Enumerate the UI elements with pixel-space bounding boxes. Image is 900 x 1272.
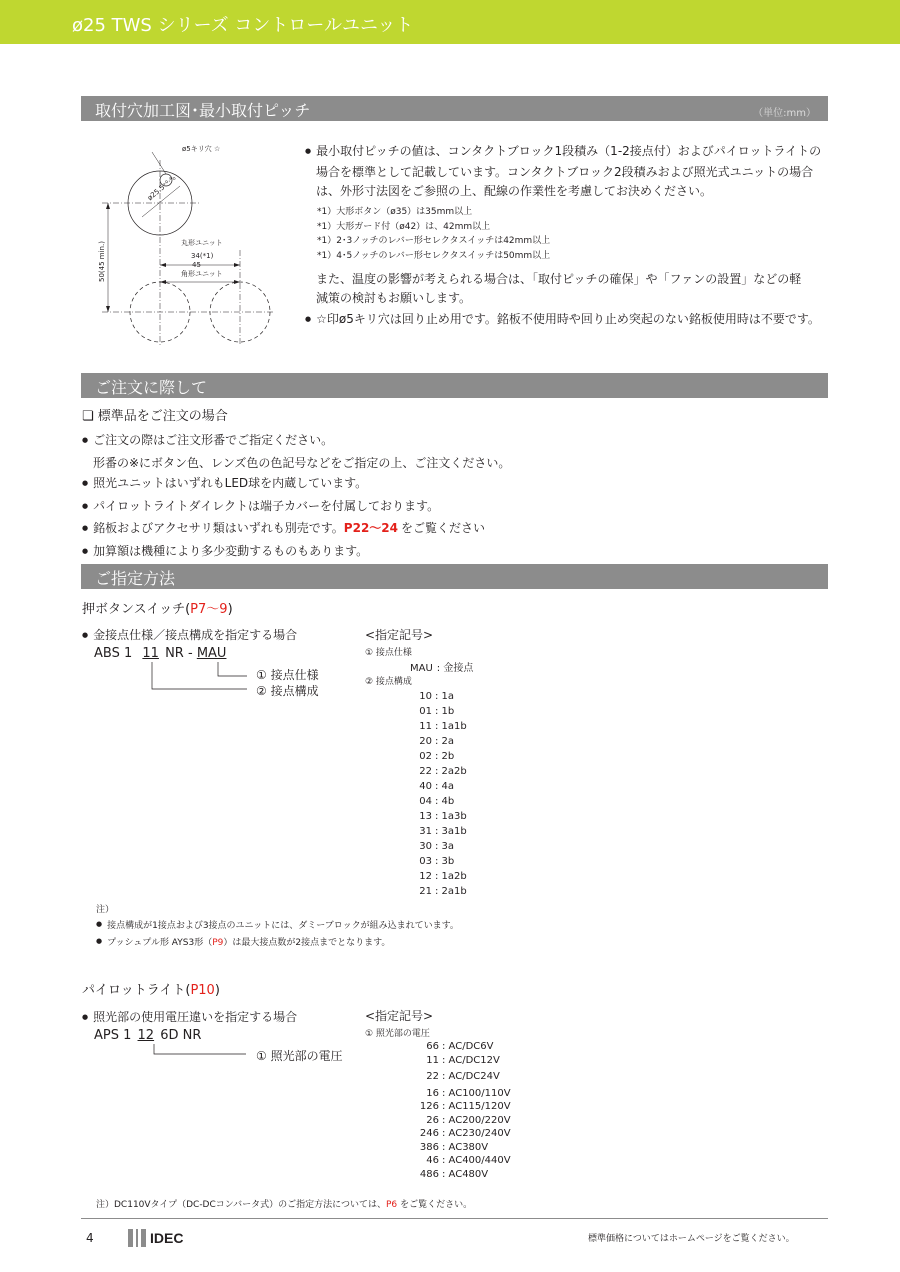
code-row bbox=[385, 1127, 511, 1141]
code-row bbox=[383, 749, 467, 764]
code-value: 126 bbox=[419, 1101, 439, 1112]
code-value: 46 bbox=[426, 1155, 439, 1166]
round-unit-label: 丸形ユニット bbox=[181, 239, 223, 247]
code-value: 03 bbox=[419, 856, 432, 867]
vertical-dim-label: 50(45 min.) bbox=[98, 241, 106, 282]
pitch-notes bbox=[317, 205, 550, 263]
code-meaning: : AC/DC24V bbox=[442, 1071, 500, 1082]
pilotlight-code-title: <指定記号> bbox=[365, 1009, 434, 1023]
code-meaning: : AC400/440V bbox=[442, 1155, 511, 1166]
code-value: 16 bbox=[426, 1087, 439, 1099]
pilotlight-model: APS 1 12 6D NR bbox=[94, 1028, 202, 1043]
price-note: 標準価格についてはホームページをご覧ください。 bbox=[588, 1234, 795, 1244]
pitch-line-2: 場合を標準として記載しています。コンタクトブロック2段積みおよび照光式ユニットの場合 bbox=[316, 165, 814, 179]
code-value: 21 bbox=[419, 886, 432, 897]
code-meaning: : 2b bbox=[435, 751, 455, 762]
code-row bbox=[383, 689, 467, 704]
code-value: 386 bbox=[419, 1141, 439, 1153]
voltage-codes bbox=[385, 1040, 511, 1181]
code-meaning: : AC115/120V bbox=[442, 1101, 511, 1112]
mau-row: MAU : 金接点 bbox=[410, 663, 474, 674]
code-row bbox=[383, 764, 467, 779]
page-number: 4 bbox=[86, 1231, 94, 1245]
code-meaning: : 2a2b bbox=[435, 766, 467, 777]
code-row bbox=[383, 734, 467, 749]
pushbutton-page-ref[interactable]: P7〜9 bbox=[190, 602, 228, 617]
pitch-line-3: は、外形寸法図をご参照の上、配線の作業性を考慮してお決めください。 bbox=[316, 184, 713, 198]
code-row bbox=[385, 1168, 511, 1182]
footer-rule bbox=[81, 1218, 828, 1219]
code-meaning: : AC/DC6V bbox=[442, 1041, 494, 1052]
code-value: 30 bbox=[419, 841, 432, 852]
standard-order-heading: ❏ 標準品をご注文の場合 bbox=[82, 409, 228, 424]
code-value: 22 bbox=[426, 1071, 439, 1082]
code-value: 12 bbox=[419, 871, 432, 882]
section-ordering-title: ご注文に際して bbox=[95, 378, 208, 397]
pushbutton-model: ABS 1 11 NR - MAU bbox=[94, 646, 227, 661]
temp-line-1: また、温度の影響が考えられる場合は、「取付ピッチの確保」や「ファンの設置」などの軽 bbox=[316, 272, 802, 286]
code-value: 11 bbox=[426, 1054, 439, 1066]
code-meaning: : AC480V bbox=[442, 1168, 489, 1180]
code-row bbox=[383, 779, 467, 794]
code-value: 486 bbox=[419, 1168, 439, 1180]
pushbutton-callout-lines bbox=[140, 662, 260, 694]
code-value: 13 bbox=[419, 811, 432, 822]
pitch-note: *1）大形ボタン（ø35）は35mm以上 bbox=[317, 207, 473, 217]
unit-label: （単位:mm） bbox=[753, 108, 816, 119]
idec-logo: IDEC bbox=[128, 1229, 190, 1247]
code-value: 246 bbox=[419, 1128, 439, 1139]
code-value: 40 bbox=[419, 781, 432, 792]
code-meaning: : 1a1b bbox=[435, 721, 467, 732]
code-row bbox=[383, 719, 467, 734]
code-meaning: : AC100/110V bbox=[442, 1087, 511, 1099]
pushbutton-case: ● 金接点仕様／接点構成を指定する場合 bbox=[82, 626, 297, 643]
pushpull-page-ref[interactable]: P9 bbox=[212, 938, 224, 948]
code-row bbox=[383, 794, 467, 809]
code-row bbox=[385, 1141, 511, 1155]
section-specifying bbox=[81, 564, 828, 589]
contact-spec-callout: ① 接点仕様 bbox=[256, 668, 319, 682]
section-specifying-title: ご指定方法 bbox=[95, 569, 176, 588]
ordering-list bbox=[82, 430, 510, 564]
code-meaning: : AC230/240V bbox=[442, 1128, 511, 1139]
code-value: 66 bbox=[426, 1041, 439, 1052]
pilotlight-page-ref[interactable]: P10 bbox=[190, 983, 215, 998]
order-item: ● 照光ユニットはいずれもLED球を内蔵しています。 bbox=[82, 473, 510, 496]
code-meaning: : 3a bbox=[435, 841, 455, 852]
order-item: ● 加算額は機種により多少変動するものもあります。 bbox=[82, 541, 510, 564]
code-value: 31 bbox=[419, 826, 432, 837]
contact-config-codes bbox=[383, 689, 467, 899]
code-row bbox=[385, 1070, 511, 1084]
square-unit-label: 角形ユニット bbox=[181, 270, 223, 278]
code-meaning: : 1b bbox=[435, 706, 455, 717]
contact-config-callout: ② 接点構成 bbox=[256, 684, 319, 698]
code-meaning: : 1a3b bbox=[435, 811, 467, 822]
code-value: 11 bbox=[419, 721, 432, 732]
code-value: 04 bbox=[419, 796, 432, 807]
pushbutton-code-title: <指定記号> bbox=[365, 628, 434, 642]
order-item: ● ご注文の際はご注文形番でご指定ください。 bbox=[82, 430, 510, 453]
code-row bbox=[383, 809, 467, 824]
pushbutton-note-heading: 注） bbox=[96, 905, 115, 915]
pitch-note: *1）大形ガード付（ø42）は、42mm以上 bbox=[317, 221, 491, 232]
code-row bbox=[383, 869, 467, 884]
pitch-line-1: ● 最小取付ピッチの値は、コンタクトブロック1段積み（1-2接点付）およびパイロットライトの bbox=[305, 142, 821, 163]
voltage-callout: ① 照光部の電圧 bbox=[256, 1049, 343, 1063]
code-meaning: : 2a1b bbox=[435, 886, 467, 897]
code-meaning: : 1a bbox=[435, 691, 455, 702]
section-mounting bbox=[81, 96, 828, 121]
order-item: ● 銘板およびアクセサリ類はいずれも別売です。P22〜24 をご覧ください bbox=[82, 518, 510, 541]
code-row bbox=[383, 824, 467, 839]
code-row bbox=[385, 1114, 511, 1128]
order-item: ● パイロットライトダイレクトは端子カバーを付属しております。 bbox=[82, 496, 510, 519]
code-row bbox=[383, 839, 467, 854]
code-meaning: : AC200/220V bbox=[442, 1114, 511, 1126]
code-row bbox=[383, 884, 467, 899]
temp-line-2: 減策の検討もお願いします。 bbox=[316, 291, 472, 305]
code-meaning: : AC380V bbox=[442, 1141, 489, 1153]
pushbutton-heading: 押ボタンスイッチ(P7〜9) bbox=[82, 602, 233, 617]
section-ordering bbox=[81, 373, 828, 398]
pilotlight-case: ● 照光部の使用電圧違いを指定する場合 bbox=[82, 1008, 297, 1025]
order-item: 形番の※にボタン色、レンズ色の色記号などをご指定の上、ご注文ください。 bbox=[93, 455, 511, 470]
pilotlight-note: 注）DC110Vタイプ（DC-DCコンバータ式）のご指定方法については、P6 をご覧ください。 bbox=[96, 1200, 473, 1210]
section-mounting-title: 取付穴加工図･最小取付ピッチ bbox=[95, 101, 311, 120]
code-value: 01 bbox=[419, 706, 432, 717]
pitch-34-label: 34(*1) bbox=[191, 252, 214, 260]
code-value: 20 bbox=[419, 736, 432, 747]
pilotlight-callout-line bbox=[148, 1044, 248, 1058]
code-row bbox=[385, 1154, 511, 1168]
hole-label: ø5キリ穴 ☆ bbox=[182, 145, 221, 153]
contact-spec-header: ① 接点仕様 bbox=[365, 648, 412, 658]
top-banner bbox=[0, 0, 900, 44]
voltage-header: ① 照光部の電圧 bbox=[365, 1029, 430, 1039]
pushbutton-note-1: ● 接点構成が1接点および3接点のユニットには、ダミーブロックが組み込まれています。 bbox=[96, 918, 459, 931]
pitch-45-label: 45 bbox=[192, 261, 201, 269]
code-value: 22 bbox=[419, 766, 432, 777]
diameter-label: ø25.5⁺⁰·⁴₀ bbox=[146, 174, 178, 203]
pitch-note: *1）4･5ノッチのレバー形セレクタスイッチは50mm以上 bbox=[317, 250, 551, 261]
dc-converter-page-ref[interactable]: P6 bbox=[385, 1200, 398, 1210]
code-row bbox=[385, 1087, 511, 1101]
temperature-paragraph bbox=[316, 270, 801, 308]
code-meaning: : AC/DC12V bbox=[442, 1054, 500, 1066]
code-row bbox=[385, 1054, 511, 1068]
pilotlight-heading: パイロットライト(P10) bbox=[82, 983, 220, 998]
code-row bbox=[383, 704, 467, 719]
pushbutton-note-2: ● プッシュプル形 AYS3形（P9）は最大接点数が2接点までとなります。 bbox=[96, 935, 390, 948]
code-value: 02 bbox=[419, 751, 432, 762]
code-meaning: : 4a bbox=[435, 781, 455, 792]
hole-note: ● ☆印ø5キリ穴は回り止め用です。銘板不使用時や回り止め突起のない銘板使用時は不要です。 bbox=[305, 310, 820, 327]
code-row bbox=[385, 1040, 511, 1054]
code-meaning: : 2a bbox=[435, 736, 455, 747]
code-row bbox=[385, 1100, 511, 1114]
pitch-paragraph bbox=[305, 142, 821, 201]
code-meaning: : 3b bbox=[435, 856, 455, 867]
contact-config-header: ② 接点構成 bbox=[365, 677, 412, 687]
code-value: 26 bbox=[426, 1114, 439, 1126]
code-meaning: : 4b bbox=[435, 796, 455, 807]
accessory-page-ref[interactable]: P22〜24 bbox=[343, 521, 398, 536]
code-value: 10 bbox=[419, 691, 432, 702]
code-meaning: : 1a2b bbox=[435, 871, 467, 882]
code-row bbox=[383, 854, 467, 869]
pitch-note: *1）2･3ノッチのレバー形セレクタスイッチは42mm以上 bbox=[317, 236, 551, 246]
code-meaning: : 3a1b bbox=[435, 826, 467, 837]
series-title: ø25 TWS シリーズ コントロールユニット bbox=[72, 15, 414, 36]
